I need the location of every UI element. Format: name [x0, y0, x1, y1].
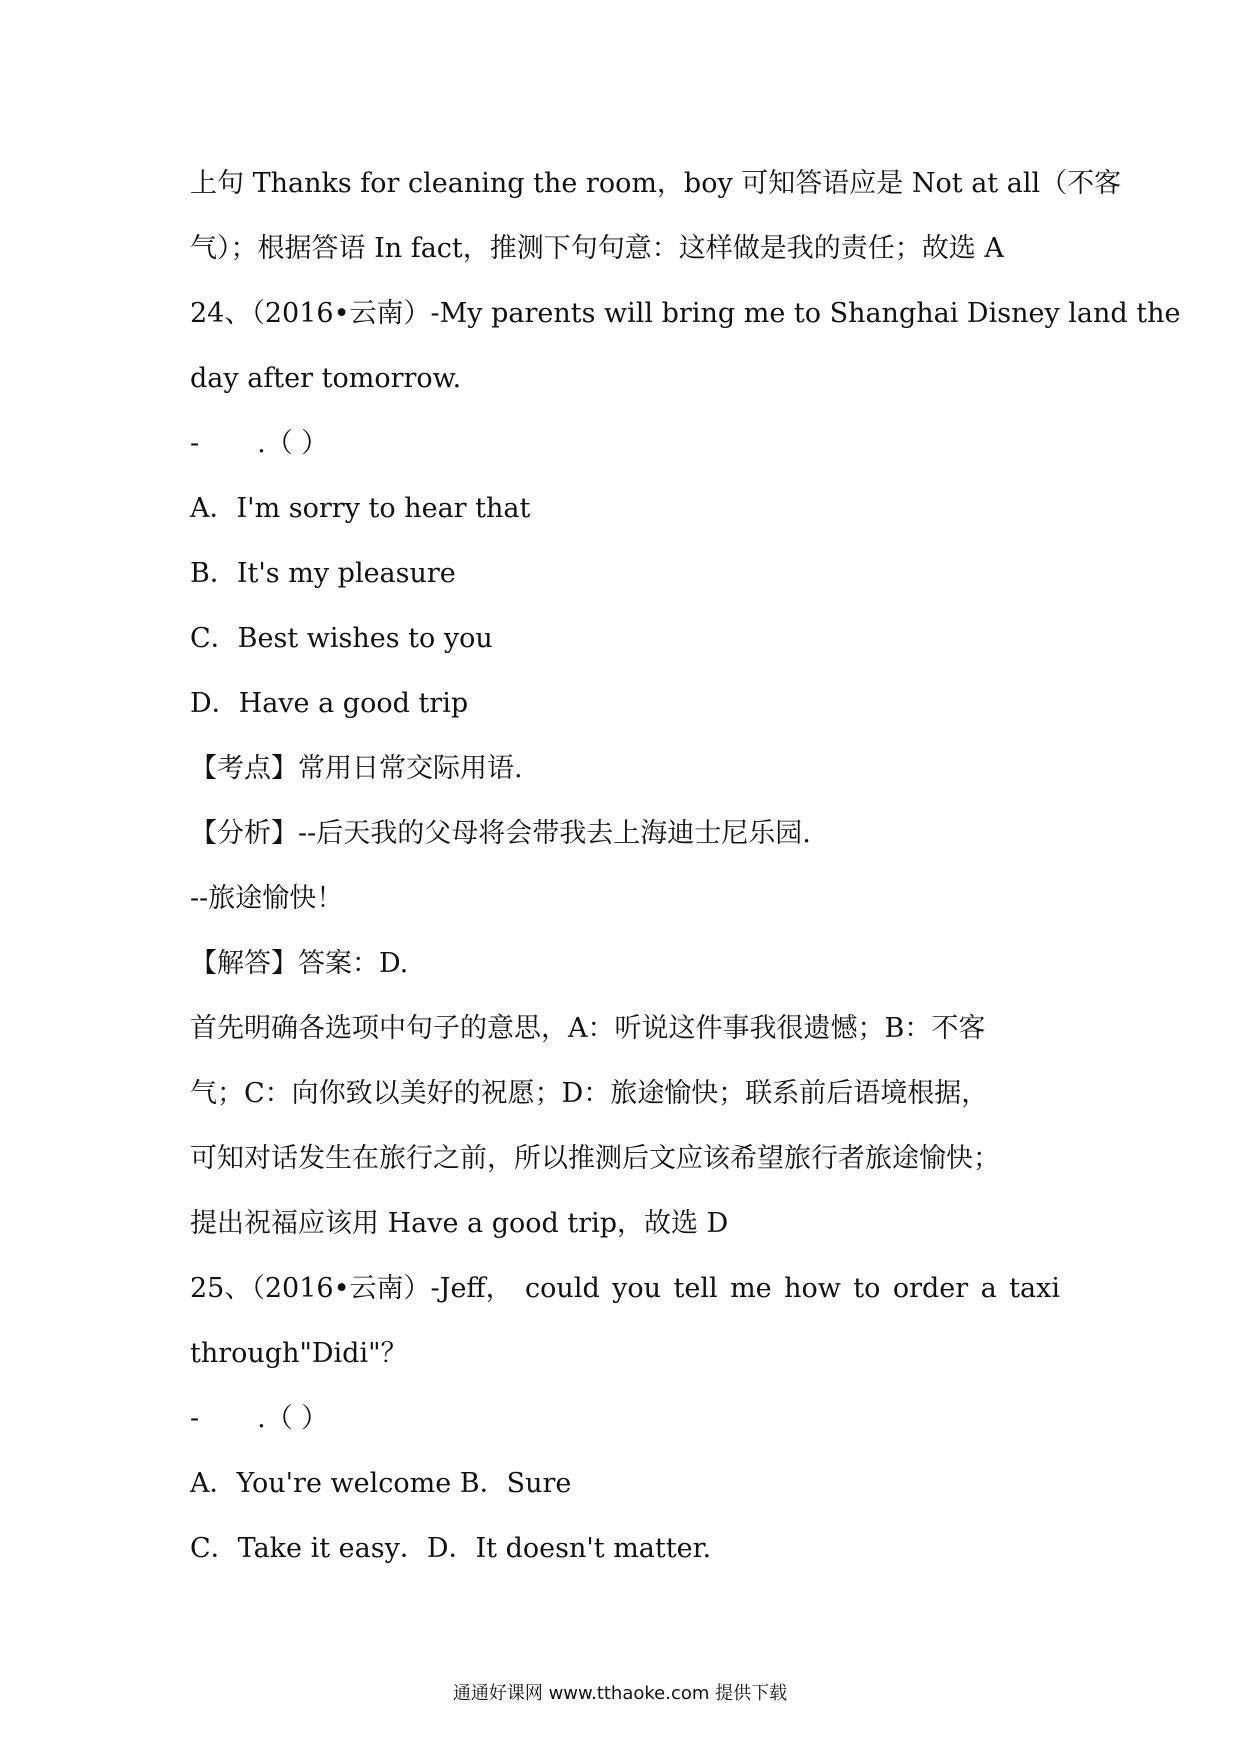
q25-word: could [525, 1273, 600, 1304]
blank-dash: - [190, 1403, 200, 1434]
q25-word: how [784, 1273, 841, 1304]
jieda: 【解答】答案：D. [190, 948, 409, 979]
kaodian: 【考点】常用日常交际用语. [190, 753, 523, 784]
options-c-d: C．Take it easy．D．It doesn't matter. [190, 1533, 712, 1564]
fenxi: 【分析】--后天我的父母将会带我去上海迪士尼乐园. [190, 818, 811, 849]
text-line-1: 上句 Thanks for cleaning the room，boy 可知答语应是 Not at all（不客 [190, 168, 1122, 199]
q25-word: 25、（2016•云南）-Jeff， [190, 1273, 513, 1304]
option-b: B．It's my pleasure [190, 558, 456, 589]
explanation-line-4: 提出祝福应该用 Have a good trip，故选 D [190, 1208, 729, 1239]
explanation-line-2: 气；C：向你致以美好的祝愿；D：旅途愉快；联系前后语境根据， [190, 1078, 989, 1109]
blank-parentheses: .（ ） [257, 1403, 329, 1434]
q25-word: me [730, 1273, 772, 1304]
explanation-line-1: 首先明确各选项中句子的意思，A：听说这件事我很遗憾；B：不客 [190, 1013, 986, 1044]
question-25-blank [190, 1399, 1060, 1439]
question-25-line-1 [190, 1269, 1060, 1309]
question-24-line-2: day after tomorrow. [190, 363, 462, 394]
q25-word: a [980, 1273, 997, 1304]
q25-word: to [853, 1273, 881, 1304]
option-a: A．I'm sorry to hear that [190, 493, 531, 524]
question-24-line-1: 24、（2016•云南）-My parents will bring me to Shanghai Disney land the [190, 298, 1181, 329]
blank-parentheses: .（ ） [257, 428, 329, 459]
options-a-b: A．You're welcome B．Sure [190, 1468, 572, 1499]
q25-word: tell [673, 1273, 718, 1304]
q25-word: you [612, 1273, 662, 1304]
fenxi-2: --旅途愉快！ [190, 883, 344, 914]
text-line-2: 气）；根据答语 In fact，推测下句句意：这样做是我的责任；故选 A [190, 233, 1004, 264]
option-c: C．Best wishes to you [190, 623, 493, 654]
question-25-line-2: through"Didi"？ [190, 1338, 408, 1369]
question-24-blank [190, 424, 1060, 464]
q25-word: taxi [1009, 1273, 1060, 1304]
option-d: D．Have a good trip [190, 688, 469, 719]
page-footer: 通通好课网 www.tthaoke.com 提供下载 [452, 1683, 788, 1704]
blank-dash: - [190, 428, 200, 459]
q25-word: order [892, 1273, 969, 1304]
explanation-line-3: 可知对话发生在旅行之前，所以推测后文应该希望旅行者旅途愉快； [190, 1143, 1000, 1174]
